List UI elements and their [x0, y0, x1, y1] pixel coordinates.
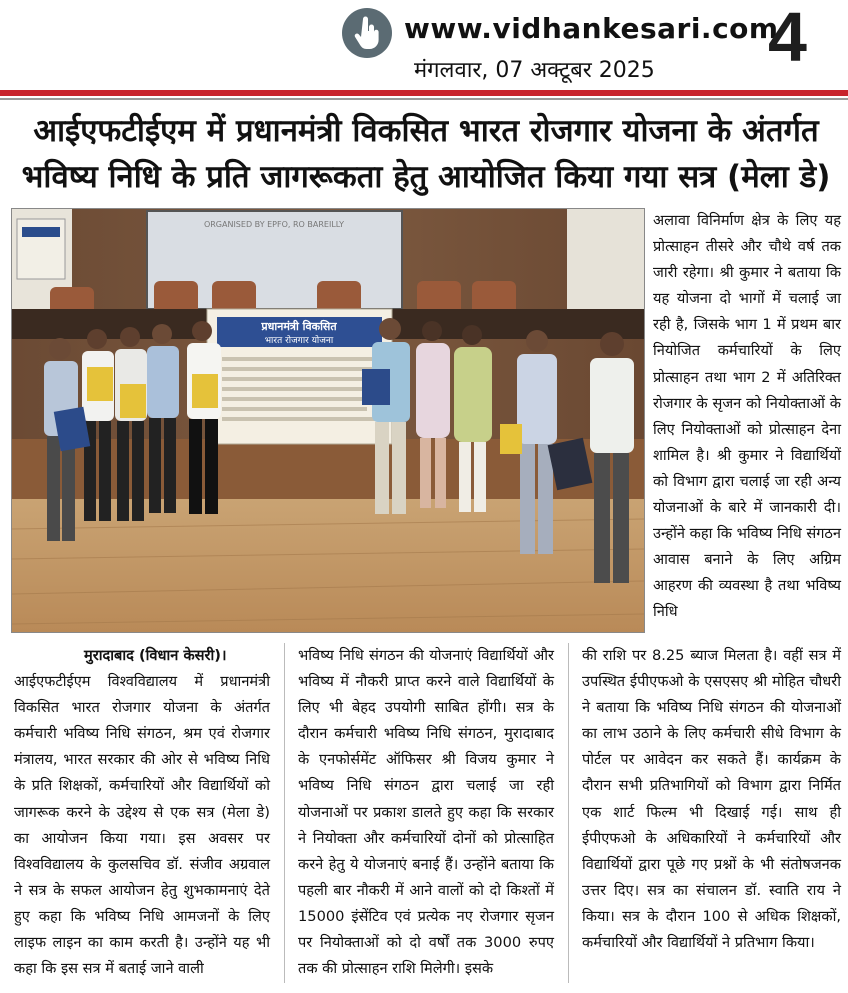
dateline: मुरादाबाद (विधान केसरी)।	[84, 647, 227, 664]
column-divider	[568, 643, 569, 983]
website-url[interactable]: www.vidhankesari.com	[404, 12, 779, 45]
banner-text-2: भारत रोजगार योजना	[264, 336, 334, 346]
article-headline	[10, 108, 842, 200]
article-paragraph: भविष्य निधि संगठन की योजनाएं विद्यार्थियों और भविष्य में नौकरी प्राप्त करने वाले विद्यार्थियों के लिए भी बेहद उपयोगी साबित होंगी। सत्र के दौरान कर्मचारी भविष्य निधि संगठन, मुरादाबाद के एनफोर्समेंट ऑफिसर श्री विजय कुमार ने भविष्य निधि संगठन द्वारा चलाई जा रही योजनाओं पर प्रकाश डालते हुए कहा कि सरकार ने नियोक्ता और कर्मचारियों दोनों को प्रोत्साहित करने हेतु ये योजनाएं बनाई हैं। उन्होंने बताया कि पहली बार नौकरी में आने वालों को दो किश्तों में 15000 इंसेंटिव एवं प्रत्येक नए रोजगार सृजन पर नियोक्ताओं को दो वर्षों तक 3000 रुपए तक की प्रोत्साहन राशि मिलेगी। इसके	[298, 647, 554, 978]
article-column-1	[14, 643, 270, 982]
article-paragraph: आईएफटीईएम विश्वविद्यालय में प्रधानमंत्री विकसित भारत रोजगार योजना के अंतर्गत कर्मचारी भविष्य निधि संगठन, श्रम एवं रोजगार मंत्रालय, भारत सरकार की ओर से भविष्य निधि के प्रति शिक्षकों, कर्मचारियों और विद्यार्थियों को जागरूक करने के उद्देश्य से एक सत्र (मेला डे) का आयोजन किया गया। इस अवसर पर विश्वविद्यालय के कुलसचिव डॉ. संजीव अग्रवाल ने सत्र के सफल आयोजन हेतु शुभकामनाएं देते हुए कहा कि भविष्य निधि आमजनों के लिए लाइफ लाइन का काम करती है। उन्होंने यह भी कहा कि इस सत्र में बताई जाने वाली	[14, 673, 270, 978]
masthead-divider-thin	[0, 98, 848, 100]
headline-line-2: भविष्य निधि के प्रति जागरूकता हेतु आयोजित किया गया सत्र (मेला डे)	[21, 159, 831, 195]
headline-line-1: आईएफटीईएम में प्रधानमंत्री विकसित भारत रोजगार योजना के अंतर्गत	[33, 113, 819, 149]
masthead	[0, 0, 848, 92]
column-divider	[284, 643, 285, 983]
article-column-3-bottom	[582, 643, 841, 956]
article-column-3-top	[653, 208, 841, 626]
screen-caption: ORGANISED BY EPFO, RO BAREILLY	[203, 220, 345, 229]
page-number: 4	[768, 0, 807, 76]
hand-pointer-icon	[342, 8, 392, 58]
article-column-2	[298, 643, 554, 982]
article-paragraph: की राशि पर 8.25 ब्याज मिलता है। वहीं सत्र में उपस्थित ईपीएफओ के एसएसए श्री मोहित चौधरी ने बताया कि भविष्य निधि संगठन की योजनाओं का लाभ उठाने के लिए कर्मचारी सीधे विभाग के पोर्टल पर आवेदन कर सकते हैं। कार्यक्रम के दौरान सभी प्रतिभागियों को विभाग द्वारा निर्मित एक शार्ट फिल्म भी दिखाई गई। साथ ही ईपीएफओ के अधिकारियों ने कर्मचारियों और विद्यार्थियों द्वारा पूछे गए प्रश्नों के भी संतोषजनक उत्तर दिए। सत्र का संचालन डॉ. स्वाति राय ने किया। सत्र के दौरान 100 से अधिक शिक्षकों, कर्मचारियों और विद्यार्थियों ने प्रतिभाग किया।	[582, 647, 841, 952]
issue-date: मंगलवार, 07 अक्टूबर 2025	[414, 58, 655, 83]
masthead-divider	[0, 90, 848, 96]
article-paragraph: अलावा विनिर्माण क्षेत्र के लिए यह प्रोत्साहन तीसरे और चौथे वर्ष तक जारी रहेगा। श्री कुमार ने बताया कि यह योजना दो भागों में चलाई जा रही है, जिसके भाग 1 में प्रथम बार नियोजित कर्मचारियों के लिए प्रोत्साहन तथा भाग 2 में अतिरिक्त रोजगार के सृजन को नियोक्ताओं के लिए नियोक्ताओं को प्रोत्साहन देना शामिल है। श्री कुमार ने विद्यार्थियों को विभाग द्वारा चलाई जा रही अन्य योजनाओं के बारे में जानकारी दी। उन्होंने कहा कि भविष्य निधि संगठन आवास बनाने के लिए अग्रिम आहरण की व्यवस्था है तथा भविष्य निधि	[653, 212, 842, 621]
event-photo	[11, 208, 645, 633]
banner-text-1: प्रधानमंत्री विकसित	[261, 320, 337, 333]
